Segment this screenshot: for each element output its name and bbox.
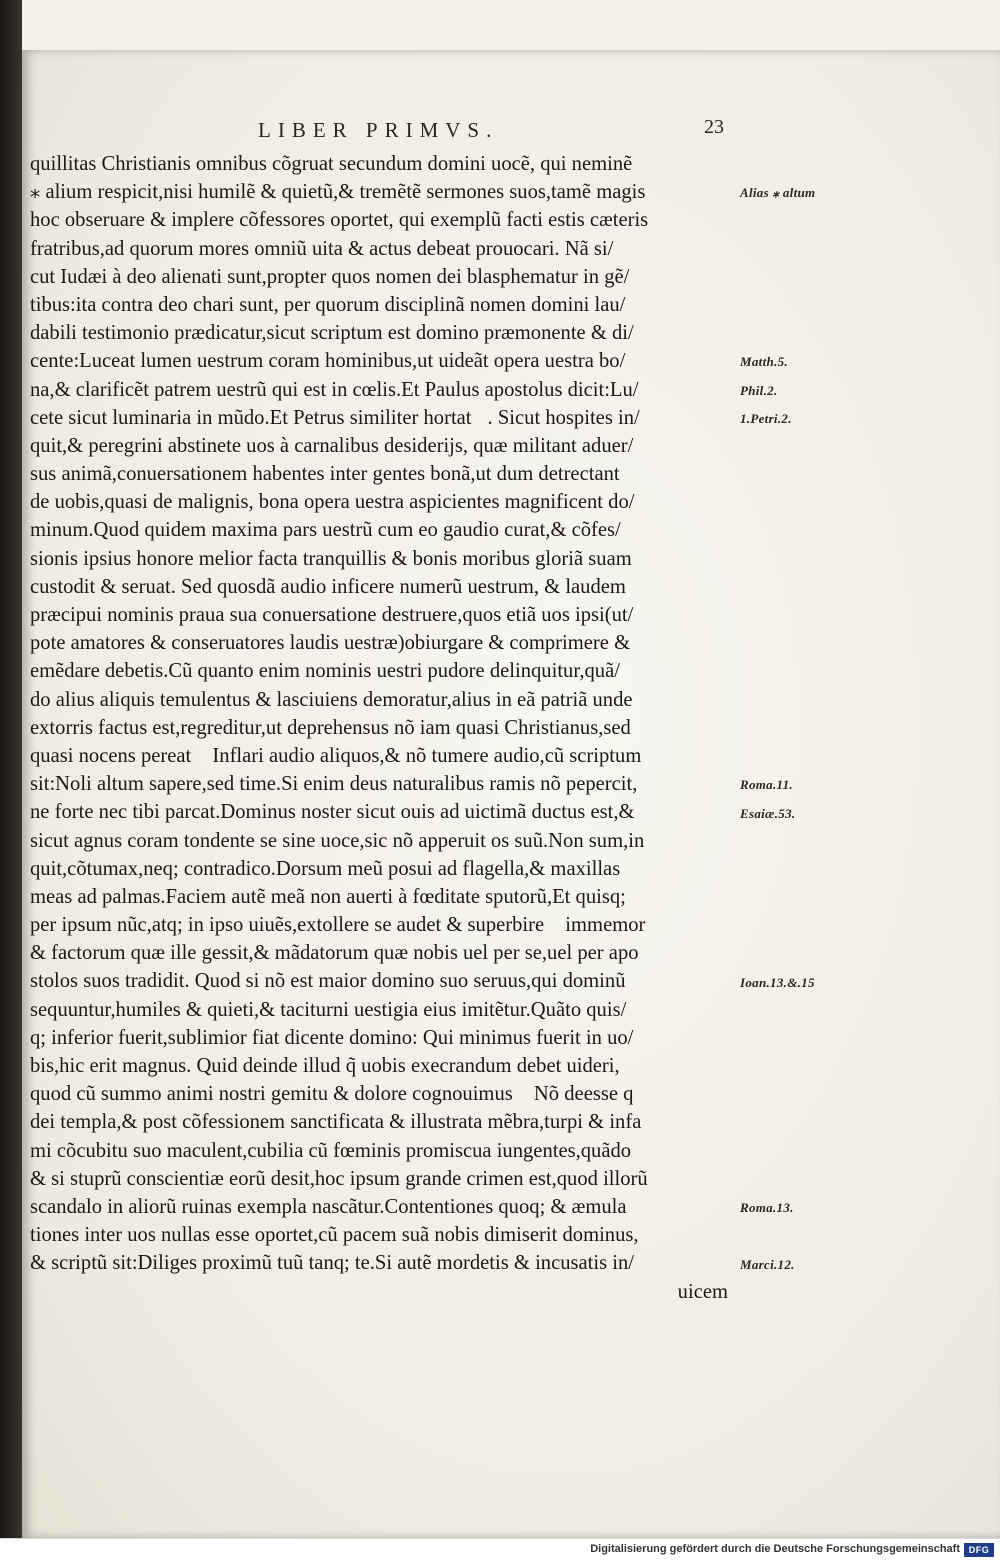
text-line: meas ad palmas.Faciem autẽ meã non auerti à fœditate sputorũ,Et quisq; [30, 885, 626, 908]
marginal-note: Matth.5. [740, 354, 788, 370]
page-top-edge [22, 0, 1000, 50]
text-line: fratribus,ad quorum mores omniũ uita & actus debeat prouocari. Nã si/ [30, 237, 614, 260]
running-head: LIBER PRIMVS. [258, 118, 499, 142]
marginal-note: Roma.13. [740, 1200, 794, 1216]
footer-band [0, 1538, 1000, 1562]
text-line: ne forte nec tibi parcat.Dominus noster sicut ouis ad uictimã ductus est,& [30, 801, 635, 824]
text-line: q; inferior fuerit,sublimior fiat dicente domino: Qui minimus fuerit in uo/ [30, 1026, 634, 1049]
text-line: ⁎ alium respicit,nisi humilẽ & quietũ,& tremẽtẽ sermones suos,tamẽ magis [30, 181, 646, 204]
text-line: quillitas Christianis omnibus cõgruat secundum domini uocẽ, qui neminẽ [30, 153, 633, 175]
text-line: quasi nocens pereat᷑ Inflari audio aliquos,& nõ tumere audio,cũ scriptum [30, 744, 642, 767]
text-line: bis,hic erit magnus. Quid deinde illud q̃ uobis execrandum debet uideri, [30, 1055, 620, 1077]
text-line: quod cũ summo animi nostri gemitu & dolore cognouimus᷑ Nõ deesse q [30, 1083, 634, 1106]
marginal-note: Esaiæ.53. [740, 805, 796, 821]
text-line: uicem [677, 1280, 728, 1303]
text-line: & factorum quæ ille gessit,& mãdatorum quæ nobis uel per se,uel per apo [30, 942, 639, 965]
text-line: emẽdare debetis.Cũ quanto enim nominis uestri pudore delinquitur,quã/ [30, 660, 620, 683]
text-line: quit,cõtumax,neq; contradico.Dorsum meũ posui ad flagella,& maxillas [30, 857, 621, 880]
text-line: & scriptũ sit:Diliges proximũ tuũ tanq; te.Si autẽ mordetis & incusatis in/ [30, 1252, 635, 1275]
text-line: hoc obseruare & implere cõfessores oportet, qui exemplũ facti estis cæteris [30, 209, 649, 232]
text-line: stolos suos tradidit. Quod si nõ est maior domino suo seruus,qui dominũ [30, 970, 626, 993]
text-line: sionis ipsius honore melior facta tranquillis & bonis moribus gloriã suam [30, 547, 632, 570]
funding-notice: Digitalisierung gefördert durch die Deutsche Forschungsgemeinschaft [590, 1543, 960, 1555]
text-line: præcipui nominis praua sua conuersatione destruere,quos etiã uos ipsi(ut/ [30, 604, 634, 626]
text-line: do alius aliquis temulentus & lasciuiens demoratur,alius in eã patriã unde [30, 688, 633, 711]
text-line: dei templa,& post cõfessionem sanctificata & illustrata mẽbra,turpi & infa [30, 1111, 642, 1134]
text-line: extorris factus est,regreditur,ut deprehensus nõ iam quasi Christianus,sed [30, 716, 631, 739]
text-line: custodit & seruat. Sed quosdã audio inficere numerũ uestrum, & laudem [30, 575, 626, 598]
text-line: de uobis,quasi de malignis, bona opera uestra aspicientes magnificent do/ [30, 491, 635, 514]
text-line: tibus:ita contra deo chari sunt, per quorum disciplinã nomen domini lau/ [30, 293, 626, 316]
marginal-note: Ioan.13.&.15 [740, 974, 815, 990]
dfg-logo-icon: DFG [964, 1543, 994, 1557]
text-line: cut Iudæi à deo alienati sunt,propter quos nomen dei blasphematur in gẽ/ [30, 265, 630, 288]
text-line: quit,& peregrini abstinete uos à carnalibus desiderijs, quæ militant aduer/ [30, 434, 634, 457]
text-line: tiones inter uos nullas esse oportet,cũ pacem suã nobis dimiserit dominus, [30, 1224, 639, 1247]
text-line: scandalo in aliorũ ruinas exempla nascãtur.Contentiones quoq; & æmula [30, 1195, 627, 1218]
text-line: sicut agnus coram tondente se sine uoce,sic nõ apperuit os suũ.Non sum,in [30, 829, 645, 852]
main-text-block [30, 150, 730, 1306]
text-line: & si stuprũ conscientiæ eorũ desit,hoc ipsum grande crimen est,quod illorũ [30, 1167, 648, 1190]
marginal-note: Marci.12. [740, 1256, 795, 1272]
page-gutter-shadow [0, 0, 24, 1538]
text-line: sequuntur,humiles & quieti,& taciturni uestigia eius imitẽtur.Quãto quis/ [30, 998, 627, 1021]
marginal-note: Alias ⁎ altum [740, 185, 816, 201]
text-line: minum.Quod quidem maxima pars uestrũ cum eo gaudio curat,& cõfes/ [30, 519, 621, 542]
text-line: mi cõcubitu suo maculent,cubilia cũ fœminis promiscua iungentes,quãdo [30, 1139, 632, 1162]
marginal-note: 1.Petri.2. [740, 410, 792, 426]
text-line: cete sicut luminaria in mũdo.Et Petrus similiter hortat᷑. Sicut hospites in/ [30, 406, 640, 429]
marginal-note: Phil.2. [740, 382, 778, 398]
marginal-note: Roma.11. [740, 777, 793, 793]
text-line: sus animã,conuersationem habentes inter gentes bonã,ut dum detrectant [30, 463, 620, 486]
text-line: pote amatores & conseruatores laudis uestræ)obiurgare & comprimere & [30, 632, 631, 655]
text-line: per ipsum nũc,atq; in ipso uiuẽs,extollere se audet & superbire᷑ immemor [30, 914, 646, 937]
text-line: sit:Noli altum sapere,sed time.Si enim deus naturalibus ramis nõ pepercit, [30, 773, 638, 796]
text-line: dabili testimonio prædicatur,sicut scriptum est domino præmonente & di/ [30, 322, 634, 345]
text-line: cente:Luceat lumen uestrum coram hominibus,ut uideãt opera uestra bo/ [30, 350, 626, 373]
page-number: 23 [704, 116, 724, 138]
text-line: na,& clarificẽt patrem uestrũ qui est in cœlis.Et Paulus apostolus dicit:Lu/ [30, 378, 639, 401]
